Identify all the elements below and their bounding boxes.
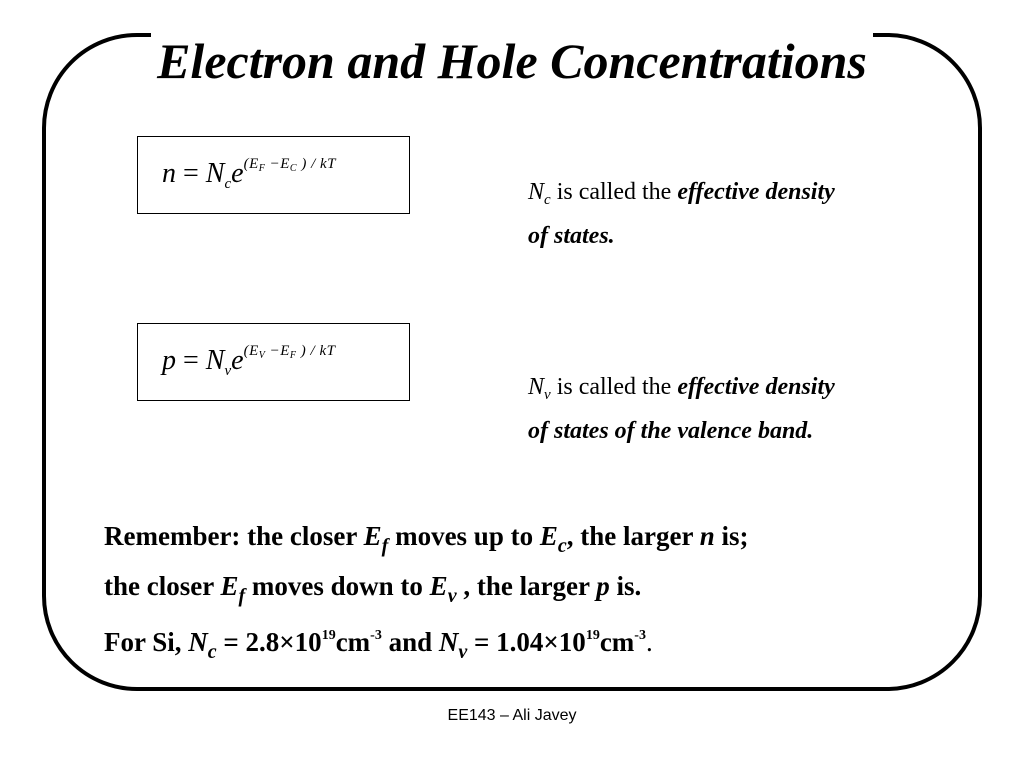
eq-N: N (205, 345, 225, 376)
hole-equation-box (137, 323, 410, 401)
r3-f: cm (599, 627, 635, 657)
nv-symbol-sub: v (544, 387, 551, 403)
r3-exp2: -3 (370, 628, 382, 643)
nv-emphasis: effective density of states of the valence band. (528, 374, 835, 444)
nv-symbol: N (528, 374, 545, 400)
r3-exp4: -3 (634, 628, 646, 643)
r1-b: moves up to (388, 521, 540, 551)
r1-a: Remember: the closer (104, 521, 364, 551)
eq-e: e (231, 345, 244, 376)
nc-emphasis: effective density of states. (528, 179, 835, 249)
r1-n: n (699, 521, 715, 551)
nv-text: is called the (550, 374, 678, 400)
slide-footer: EE143 – Ali Javey (447, 707, 577, 724)
eq-lhs: p (162, 345, 176, 376)
r2-b: moves down to (245, 571, 430, 601)
remember-line-3 (104, 616, 964, 672)
nc-text: is called the (550, 179, 678, 205)
remember-line-1 (104, 516, 964, 566)
r2-c: , the larger (456, 571, 597, 601)
electron-equation-box (137, 136, 410, 214)
eq-N: N (205, 158, 225, 189)
r3-Nc: N (188, 627, 208, 657)
exp-minus: − (265, 343, 281, 359)
nc-symbol-sub: c (544, 192, 551, 208)
exp-open: ( (243, 156, 250, 172)
eq-N-sub: v (224, 363, 232, 379)
r3-e: = 1.04×10 (467, 627, 586, 657)
r3-Nv-sub: v (458, 641, 468, 663)
slide-title (0, 30, 1024, 92)
r3-d: and (381, 627, 439, 657)
eq-exponent (244, 156, 336, 172)
nv-note (528, 369, 858, 449)
r2-Ef: E (220, 571, 239, 601)
exp-E1: E (249, 156, 259, 172)
r1-Ef-sub: f (381, 535, 389, 557)
r3-Nv: N (438, 627, 459, 657)
r2-a: the closer (104, 571, 221, 601)
exp-E1-sub: F (258, 163, 266, 174)
r3-g: . (645, 627, 653, 657)
exp-E2: E (280, 156, 290, 172)
remember-line-2 (104, 566, 964, 616)
exp-open: ( (243, 343, 250, 359)
r2-Ev: E (429, 571, 448, 601)
r2-Ev-sub: v (447, 585, 457, 607)
nc-symbol: N (528, 179, 545, 205)
r1-d: is; (714, 521, 749, 551)
exp-E1-sub: V (258, 350, 266, 361)
exp-E1: E (249, 343, 259, 359)
hole-equation (162, 344, 335, 388)
r3-b: = 2.8×10 (216, 627, 322, 657)
r3-exp3: 19 (585, 628, 600, 643)
r2-d: is. (609, 571, 642, 601)
r2-Ef-sub: f (238, 585, 246, 607)
r3-c: cm (335, 627, 371, 657)
r3-a: For Si, (104, 627, 189, 657)
exp-E2: E (280, 343, 290, 359)
eq-lhs: n (162, 158, 176, 189)
r3-Nc-sub: c (207, 641, 217, 663)
r2-p: p (596, 571, 610, 601)
eq-equals: = (183, 345, 199, 376)
r1-Ec: E (539, 521, 558, 551)
exp-minus: − (265, 156, 281, 172)
exp-close: ) / kT (296, 343, 336, 359)
exp-close: ) / kT (297, 156, 337, 172)
eq-e: e (231, 158, 244, 189)
r1-Ec-sub: c (557, 535, 567, 557)
r1-Ef: E (363, 521, 382, 551)
eq-exponent (244, 343, 336, 359)
eq-equals: = (183, 158, 199, 189)
nc-note (528, 174, 858, 254)
remember-block (104, 516, 964, 672)
exp-E2-sub: F (289, 350, 297, 361)
r1-c: , the larger (566, 521, 700, 551)
slide-title-text: Electron and Hole Concentrations (151, 33, 873, 89)
eq-N-sub: c (224, 176, 232, 192)
exp-E2-sub: C (289, 163, 298, 174)
r3-exp1: 19 (321, 628, 336, 643)
electron-equation (162, 157, 336, 201)
